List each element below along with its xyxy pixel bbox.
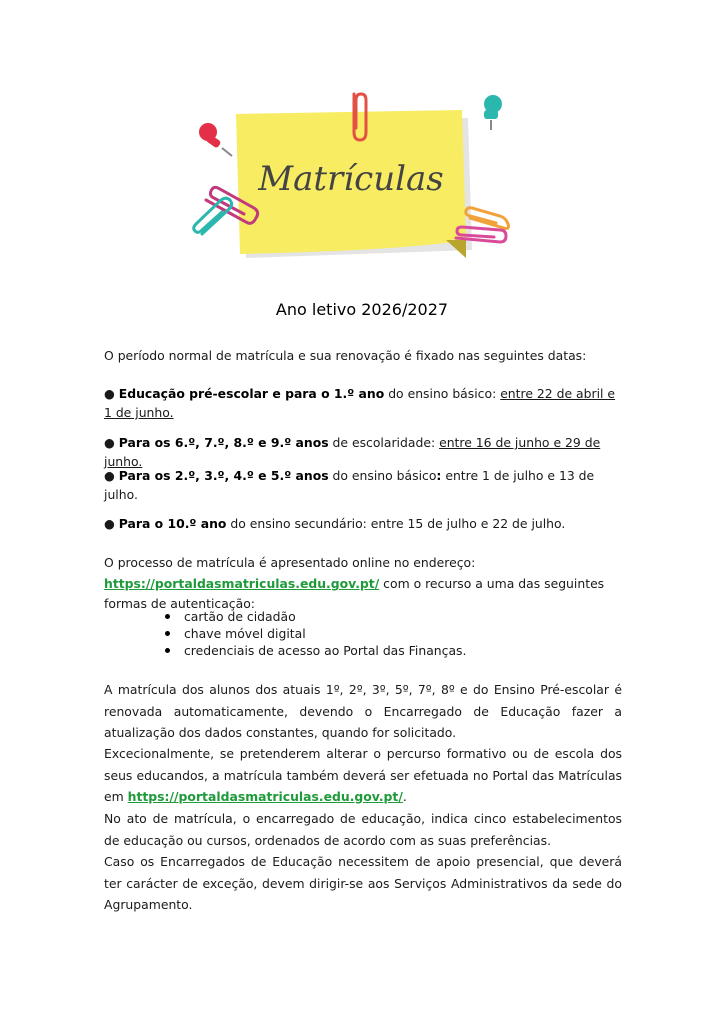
- period-label: Para os 2.º, 3.º, 4.º e 5.º anos: [118, 468, 329, 483]
- bullet: ●: [104, 468, 115, 483]
- page-title: Ano letivo 2026/2027: [275, 300, 449, 319]
- list-item: credenciais de acesso ao Portal das Finanças.: [165, 642, 466, 659]
- list-item: chave móvel digital: [165, 625, 466, 642]
- list-item: cartão de cidadão: [165, 608, 466, 625]
- period-dates: entre 22 de abril e 1 de junho.: [104, 386, 616, 420]
- period-item-3: ● Para os 2.º, 3.º, 4.º e 5.º anos do ensino básico: entre 1 de julho e 13 de julho.: [104, 468, 595, 502]
- bullet-icon: [165, 648, 170, 653]
- paperclip-orange-icon: [466, 208, 509, 229]
- bullet: ●: [104, 516, 115, 531]
- period-dates: entre 1 de julho e 13 de julho.: [104, 468, 595, 502]
- period-item-1: ● Educação pré-escolar e para o 1.º ano do ensino básico: entre 22 de abril e 1 de junho.: [104, 386, 616, 420]
- bullet-icon: [165, 614, 170, 619]
- period-label: Para o 10.º ano: [118, 516, 227, 531]
- presencial-paragraph: Caso os Encarregados de Educação necessitem de apoio presencial, que deverá ter carácter de exceção, devem dirigir-se aos Serviços Administrativos da sede do Agrupamento.: [104, 854, 622, 912]
- exceptional-paragraph: Excecionalmente, se pretenderem alterar o percurso formativo ou de escola dos seus educandos, a matrícula também deverá ser efetuada no Portal das Matrículas em https://portaldasmatriculas.edu.gov.pt/.: [104, 746, 622, 804]
- period-item-2: ● Para os 6.º, 7.º, 8.º e 9.º anos de escolaridade: entre 16 de junho e 29 de junho.: [104, 435, 601, 469]
- period-dates: entre 16 de junho e 29 de junho.: [104, 435, 601, 469]
- portal-link-2[interactable]: https://portaldasmatriculas.edu.gov.pt/: [127, 789, 403, 804]
- online-url-line: https://portaldasmatriculas.edu.gov.pt/ com o recurso a uma das seguintes: [104, 576, 605, 591]
- period-label: Para os 6.º, 7.º, 8.º e 9.º anos: [118, 435, 329, 450]
- online-intro: O processo de matrícula é apresentado online no endereço:: [104, 555, 476, 570]
- matriculas-banner: [180, 90, 515, 265]
- teal-pin-icon: [484, 95, 502, 130]
- bullet: ●: [104, 386, 115, 401]
- banner-title: Matrículas: [258, 159, 444, 199]
- bullet: ●: [104, 435, 115, 450]
- auth-label: formas de autenticação:: [104, 596, 255, 611]
- red-pin-icon: [199, 123, 232, 156]
- period-item-4: ● Para o 10.º ano do ensino secundário: entre 15 de julho e 22 de julho.: [104, 516, 566, 531]
- auth-methods-list: [165, 608, 466, 659]
- intro-text: O período normal de matrícula e sua renovação é fixado nas seguintes datas:: [104, 348, 587, 363]
- period-label: Educação pré-escolar e para o 1.º ano: [118, 386, 385, 401]
- auto-renewal-paragraph: A matrícula dos alunos dos atuais 1º, 2º, 3º, 5º, 7º, 8º e do Ensino Pré-escolar é renovada automaticamente, devendo o Encarregado de Educação fazer a atualização dos dados constantes, quando for solicitado.: [104, 682, 622, 740]
- portal-link[interactable]: https://portaldasmatriculas.edu.gov.pt/: [104, 576, 380, 591]
- bullet-icon: [165, 631, 170, 636]
- choices-paragraph: No ato de matrícula, o encarregado de educação, indica cinco estabelecimentos de educação ou cursos, ordenados de acordo com as suas preferências.: [104, 811, 622, 848]
